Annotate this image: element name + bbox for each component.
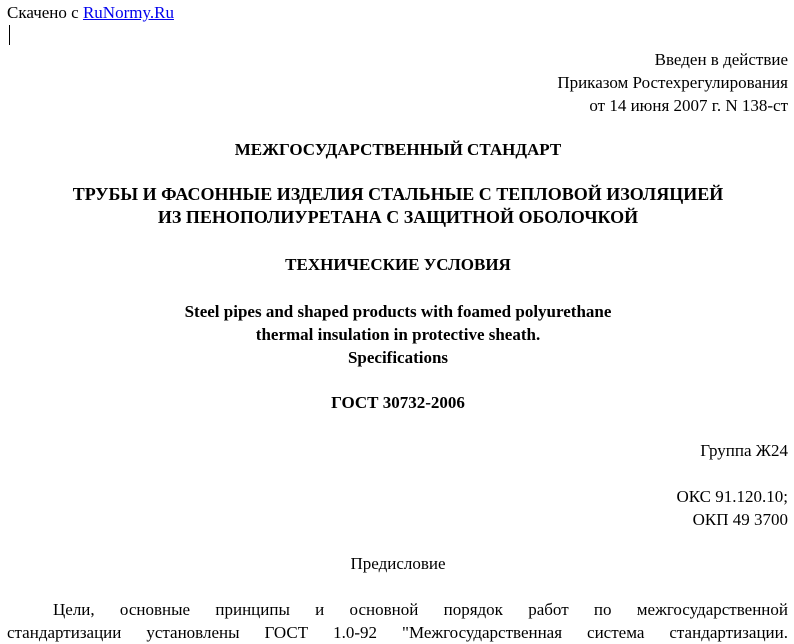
standard-type-heading: МЕЖГОСУДАРСТВЕННЫЙ СТАНДАРТ [234,140,562,159]
document-title-line-1: ТРУБЫ И ФАСОННЫЕ ИЗДЕЛИЯ СТАЛЬНЫЕ С ТЕПЛОВОЙ ИЗОЛЯЦИЕЙ [72,184,724,204]
source-link[interactable]: RuNormy.Ru [82,3,174,22]
source-prefix: Скачено с [7,3,83,22]
document-subtitle: ТЕХНИЧЕСКИЕ УСЛОВИЯ [285,255,511,274]
document-title [0,183,794,229]
english-title [0,300,794,369]
enactment-line-1: Введен в действие [654,50,788,69]
enactment-block [557,48,788,117]
enactment-line-2: Приказом Ростехрегулирования [557,73,788,92]
group-code: Группа Ж24 [700,441,788,460]
text-cursor [9,25,10,45]
classification-codes [676,485,788,531]
foreword-paragraph-line-2: стандартизации установлены ГОСТ 1.0-92 "Межгосударственная система стандартизации. [7,623,788,642]
foreword-heading: Предисловие [350,554,446,573]
source-line [7,3,174,23]
english-title-line-3: Specifications [347,348,449,367]
oks-code: ОКС 91.120.10; [676,487,788,506]
english-title-line-2: thermal insulation in protective sheath. [255,325,541,344]
english-title-line-1: Steel pipes and shaped products with foamed polyurethane [184,302,612,321]
enactment-line-3: от 14 июня 2007 г. N 138-ст [589,96,788,115]
okp-code: ОКП 49 3700 [692,510,788,529]
gost-number: ГОСТ 30732-2006 [331,393,465,412]
foreword-paragraph-line-1 [7,598,788,621]
document-title-line-2: ИЗ ПЕНОПОЛИУРЕТАНА С ЗАЩИТНОЙ ОБОЛОЧКОЙ [157,207,639,227]
foreword-paragraph [7,598,788,644]
foreword-line-1-text: Цели, основные принципы и основной порядок работ по межгосударственной [53,600,788,619]
